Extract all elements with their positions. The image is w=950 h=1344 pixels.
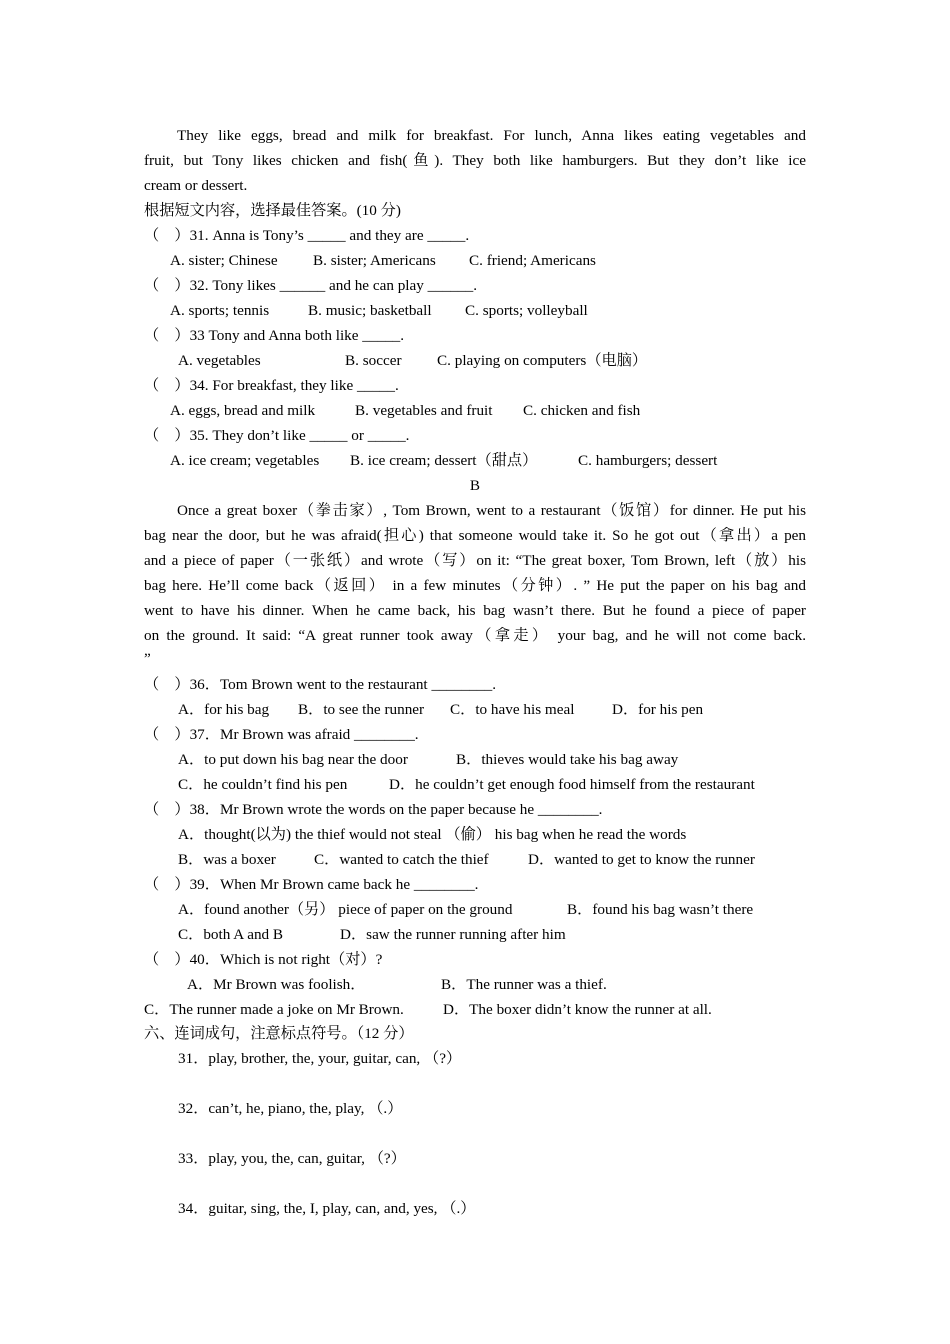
question-37-option-d: D．he couldn’t get enough food himself from the restaurant bbox=[389, 776, 755, 793]
question-37-stem: （ ）37．Mr Brown was afraid ________. bbox=[144, 726, 419, 743]
passage-a-line: cream or dessert. bbox=[144, 177, 248, 194]
passage-b-line: on the ground. It said: “A great runner took away（拿走） your bag, and he will not come back. bbox=[144, 627, 806, 644]
passage-b-line: and a piece of paper（一张纸）and wrote（写）on it: “The great boxer, Tom Brown, left（放）his bbox=[144, 552, 806, 569]
question-39-stem: （ ）39．When Mr Brown came back he ________. bbox=[144, 876, 479, 893]
passage-a-line: fruit, but Tony likes chicken and fish(鱼). They both like hamburgers. But they don’t like ice bbox=[144, 152, 806, 169]
question-38-option-a: A．thought(以为) the thief would not steal （偷） his bag when he read the words bbox=[178, 826, 687, 843]
reorder-item-31: 31．play, brother, the, your, guitar, can, （?） bbox=[178, 1050, 462, 1067]
question-31-option-b: B. sister; Americans bbox=[313, 252, 436, 269]
section-a-instruction: 根据短文内容，选择最佳答案。(10 分) bbox=[144, 202, 401, 219]
question-38-option-b: B．was a boxer bbox=[178, 851, 276, 868]
question-33-option-c: C. playing on computers（电脑） bbox=[437, 352, 648, 369]
question-39-option-d: D．saw the runner running after him bbox=[340, 926, 566, 943]
question-36-option-b: B．to see the runner bbox=[298, 701, 425, 718]
question-40-option-c: C．The runner made a joke on Mr Brown. bbox=[144, 1001, 404, 1018]
passage-b-line: ” bbox=[144, 650, 151, 667]
question-38-option-c: C．wanted to catch the thief bbox=[314, 851, 489, 868]
question-31-stem: （ ）31. Anna is Tony’s _____ and they are _____. bbox=[144, 227, 470, 244]
reorder-item-33: 33．play, you, the, can, guitar, （?） bbox=[178, 1150, 406, 1167]
question-37-option-b: B．thieves would take his bag away bbox=[456, 751, 679, 768]
question-40-stem: （ ）40．Which is not right（对）? bbox=[144, 951, 383, 968]
question-31-option-a: A. sister; Chinese bbox=[170, 252, 278, 269]
question-38-stem: （ ）38．Mr Brown wrote the words on the paper because he ________. bbox=[144, 801, 603, 818]
question-40-option-d: D．The boxer didn’t know the runner at all. bbox=[443, 1001, 712, 1018]
question-35-option-c: C. hamburgers; dessert bbox=[578, 452, 718, 469]
question-36-option-d: D．for his pen bbox=[612, 701, 704, 718]
question-34-option-c: C. chicken and fish bbox=[523, 402, 641, 419]
reorder-item-32: 32．can’t, he, piano, the, play, （.） bbox=[178, 1100, 403, 1117]
question-33-option-a: A. vegetables bbox=[178, 352, 261, 369]
question-40-option-a: A．Mr Brown was foolish． bbox=[187, 976, 366, 993]
question-34-option-b: B. vegetables and fruit bbox=[355, 402, 493, 419]
question-32-option-c: C. sports; volleyball bbox=[465, 302, 588, 319]
question-33-stem: （ ）33 Tony and Anna both like _____. bbox=[144, 327, 405, 344]
question-37-option-c: C．he couldn’t find his pen bbox=[178, 776, 348, 793]
question-32-option-a: A. sports; tennis bbox=[170, 302, 270, 319]
passage-b-line: bag near the door, but he was afraid(担心) that someone would take it. So he got out（拿出）a pen bbox=[144, 527, 806, 544]
question-35-option-a: A. ice cream; vegetables bbox=[170, 452, 320, 469]
passage-b-line: Once a great boxer（拳击家）, Tom Brown, went to a restaurant（饭馆）for dinner. He put his bbox=[177, 502, 806, 519]
question-33-option-b: B. soccer bbox=[345, 352, 402, 369]
question-40-option-b: B．The runner was a thief. bbox=[441, 976, 607, 993]
section-six-heading: 六、连词成句，注意标点符号。（12 分） bbox=[144, 1025, 414, 1042]
question-39-option-a: A．found another（另） piece of paper on the ground bbox=[178, 901, 513, 918]
question-39-option-b: B．found his bag wasn’t there bbox=[567, 901, 754, 918]
question-35-stem: （ ）35. They don’t like _____ or _____. bbox=[144, 427, 410, 444]
passage-b-heading: B bbox=[469, 477, 481, 494]
question-31-option-c: C. friend; Americans bbox=[469, 252, 596, 269]
passage-a-line: They like eggs, bread and milk for breakfast. For lunch, Anna likes eating vegetables and bbox=[177, 127, 806, 144]
question-34-option-a: A. eggs, bread and milk bbox=[170, 402, 316, 419]
question-34-stem: （ ）34. For breakfast, they like _____. bbox=[144, 377, 399, 394]
question-35-option-b: B. ice cream; dessert（甜点） bbox=[350, 452, 538, 469]
question-36-option-a: A．for his bag bbox=[178, 701, 270, 718]
question-39-option-c: C．both A and B bbox=[178, 926, 284, 943]
question-32-stem: （ ）32. Tony likes ______ and he can play ______. bbox=[144, 277, 478, 294]
question-36-option-c: C．to have his meal bbox=[450, 701, 575, 718]
question-38-option-d: D．wanted to get to know the runner bbox=[528, 851, 755, 868]
question-37-option-a: A．to put down his bag near the door bbox=[178, 751, 408, 768]
question-36-stem: （ ）36．Tom Brown went to the restaurant ________. bbox=[144, 676, 496, 693]
passage-b-line: went to have his dinner. When he came back, his bag wasn’t there. But he found a piece of paper bbox=[144, 602, 806, 619]
passage-b-line: bag here. He’ll come back（返回） in a few minutes（分钟）. ” He put the paper on his bag and bbox=[144, 577, 806, 594]
reorder-item-34: 34．guitar, sing, the, I, play, can, and, yes, （.） bbox=[178, 1200, 476, 1217]
question-32-option-b: B. music; basketball bbox=[308, 302, 432, 319]
